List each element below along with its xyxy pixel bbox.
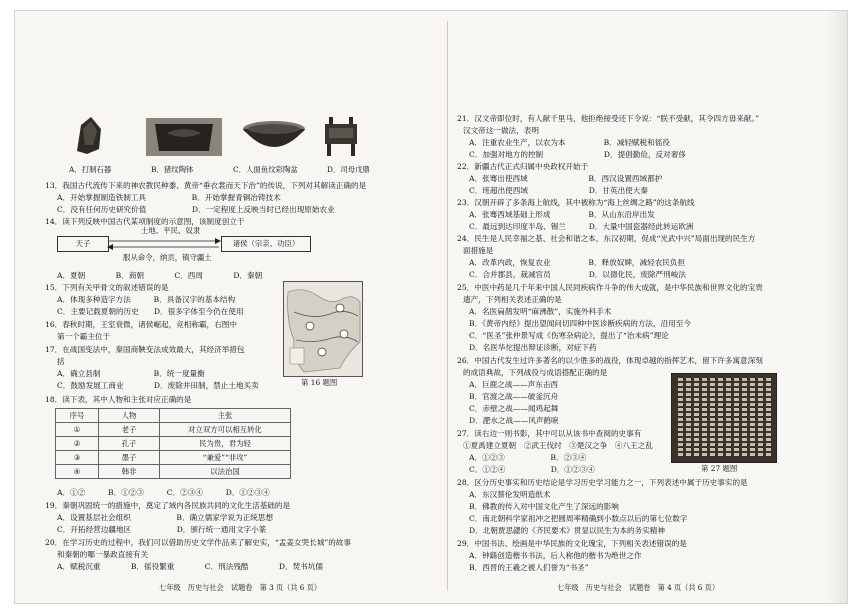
table-cell: 以法治国 [160, 465, 291, 479]
stone-tool-image [73, 115, 105, 155]
page-4-footer: 七年级 历史与社会 试题卷 第 4 页（共 6 页） [557, 583, 720, 592]
painted-basin-image [241, 119, 307, 155]
table-row [56, 465, 291, 479]
question-24-cont: 面措施是 [463, 246, 494, 255]
book-page-image [671, 373, 777, 463]
q26-option-a: A．巨鹿之战——声东击西 [469, 380, 559, 389]
q25-option-b: B．《黄帝内经》提出望闻问切四种中医诊断疾病的方法，沿用至今 [469, 319, 691, 328]
table-row [56, 437, 291, 451]
table-cell: ② [56, 437, 99, 451]
table-cell: 对立双方可以相互转化 [160, 423, 291, 437]
question-27-items: ①夏禹建立夏朝 ②武王伐纣 ③楚汉之争 ④八王之乱 [463, 441, 653, 450]
scan-caption: 第 27 题图 [701, 464, 738, 473]
question-25-cont: 遗产，下列相关表述正确的是 [463, 295, 562, 304]
table-cell: 孔子 [99, 437, 160, 451]
q22-options-ab: A．张骞出使西域 B．西汉设置西域都护 [469, 174, 663, 183]
question-21: 21．汉文帝即位时，有人献千里马，他拒绝接受还下令说：“朕不受献，其令四方毋来献。” [457, 114, 760, 123]
flow-box-zhuhou: 诸侯（宗亲、功臣） [221, 236, 311, 252]
q18-options: A．①② B．①②③ C．②③④ D．①②③④ [57, 488, 270, 497]
table-cell: 老子 [99, 423, 160, 437]
question-21-cont: 汉文帝这一做法，表明 [463, 126, 539, 135]
pottery-bowl-image [145, 115, 223, 157]
q17-options-ab: A．确立县制 B．统一度量衡 [57, 369, 205, 378]
q24-options-ab: A．改革内政，恢复农业 B．释放奴婢，减轻农民负担 [469, 258, 686, 267]
table-header: 主张 [160, 409, 291, 423]
question-25: 25．中医中药是几千年来中国人民同疾病作斗争的伟大成就，是中华民族和世界文化的宝贵 [457, 283, 763, 292]
thinker-table [55, 408, 291, 479]
q15-options-ab: A．体现多种造字方法 B．具备汉字的基本结构 [57, 295, 236, 304]
question-22: 22．新疆古代正式归属中央政权开始于 [457, 162, 589, 171]
q21-options-ab: A．注重农业生产，以农为本 B．减轻赋税和徭役 [469, 138, 670, 147]
flow-box-tianzi: 天子 [57, 236, 109, 252]
question-16-cont: 第一个霸主位于 [57, 332, 111, 341]
exam-sheet [14, 10, 848, 604]
question-15: 15．下列有关甲骨文的叙述错误的是 [45, 283, 169, 292]
q15-options-cd: C．主要记载夏朝的历史 D．很多字体至今仍在使用 [57, 307, 244, 316]
q25-option-c: C．“医圣”张仲景写成《伤寒杂病论》，提出了“治未病”理论 [469, 331, 669, 340]
q25-option-a: A．名医扁鹊发明“麻沸散”，实施外科手术 [469, 307, 612, 316]
page-divider [447, 21, 448, 591]
question-14: 14．读下列反映中国古代某项制度的示意图，该制度创立于 [45, 217, 245, 226]
question-26: 26．中国古代发生过许多著名的以少胜多的战役，体现卓越的指挥艺术，留下许多寓意深刻 [457, 356, 763, 365]
table-header: 序号 [56, 409, 99, 423]
question-19: 19．秦朝巩固统一的措施中，奠定了域内各民族共同的文化生活基础的是 [45, 501, 291, 510]
q29-option-a: A．钟繇创造楷书书法，后人称他的楷书为绝世之作 [469, 551, 642, 560]
q23-options-cd: C．最远到达印度半岛、锡兰 D．大量中国瓷器经此转运欧洲 [469, 222, 694, 231]
table-cell: “兼爱”“非攻” [160, 451, 291, 465]
table-cell: ① [56, 423, 99, 437]
flow-top-text: 土地、平民、奴隶 [141, 226, 201, 235]
question-13: 13．我国古代流传下来的神农教民种黍、黄帝“垂衣裳而天下治”的传说，下列对其解读正确的是 [45, 181, 367, 190]
bronze-ding-image [321, 115, 361, 157]
q14-options: A．夏朝 B．商朝 C．西周 D．秦朝 [57, 271, 263, 280]
q27-options-ab: A．①②③ B．②③④ [469, 453, 587, 462]
q21-options-cd: C．加强对地方的控制 D．提倡勤俭，反对奢侈 [469, 150, 686, 159]
q28-option-c: C．南北朝科学家祖冲之把圆周率精确到小数点以后的第七位数字 [469, 514, 688, 523]
q20-options: A．赋税沉重 B．徭役繁重 C．刑法残酷 D．焚书坑儒 [57, 562, 323, 571]
table-cell: 墨子 [99, 451, 160, 465]
q24-options-cd: C．合并郡县，裁减官员 D．以德化民，废除严刑峻法 [469, 270, 686, 279]
q13-options-cd: C．没有任何历史研究价值 D．一定程度上反映当时已经出现原始农业 [57, 205, 335, 214]
table-header: 人物 [99, 409, 160, 423]
question-24: 24．民生是人民幸福之基、社会和谐之本，东汉初期，促成“光武中兴”局面出现的民生方 [457, 234, 756, 243]
q26-option-d: D．淝水之战——风声鹤唳 [469, 416, 559, 425]
q28-option-b: B．佛教的传入对中国文化产生了深远的影响 [469, 502, 619, 511]
question-17-cont: 括 [57, 357, 65, 366]
question-26-cont: 的成语典故，下列战役与成语搭配正确的是 [463, 368, 608, 377]
artifact-label-b: B．猪纹陶钵 [151, 165, 194, 174]
map-caption: 第 16 题图 [301, 378, 338, 387]
question-23: 23．汉朝开辟了多条海上航线，其中被称为“海上丝绸之路”的这条航线 [457, 198, 695, 207]
page-3-footer: 七年级 历史与社会 试题卷 第 3 页（共 6 页） [159, 583, 322, 592]
table-header-row [56, 409, 291, 423]
q13-options-ab: A．开始掌握制造铁制工具 B．开始掌握青铜冶铸技术 [57, 193, 281, 202]
table-row [56, 451, 291, 465]
question-20-cont: 和秦朝的哪一暴政直接有关 [57, 550, 149, 559]
q28-option-d: D．北朝贾思勰的《齐民要术》贯显以民生为本的务实精神 [469, 526, 665, 535]
artifact-label-d: D．司母戊鼎 [327, 165, 370, 174]
page-3 [45, 11, 441, 603]
q26-option-c: C．赤壁之战——闻鸡起舞 [469, 404, 559, 413]
page-4 [457, 11, 829, 603]
table-cell: 民为贵，君为轻 [160, 437, 291, 451]
q19-options-cd: C．开拓经营边疆地区 D．颁行统一通用文字小篆 [57, 525, 267, 534]
q22-options-cd: C．班超出使西域 D．甘英出使大秦 [469, 186, 648, 195]
q26-option-b: B．官渡之战——破釜沉舟 [469, 392, 559, 401]
flow-bottom-text: 服从命令，纳贡，镇守疆土 [123, 253, 212, 262]
q17-options-cd: C．鼓励发展工商业 D．废除井田制，禁止土地买卖 [57, 381, 259, 390]
flow-arrows [107, 236, 221, 252]
spring-autumn-map [283, 281, 363, 377]
table-row [56, 423, 291, 437]
q28-option-a: A．东汉蔡伦发明造纸术 [469, 490, 551, 499]
q25-option-d: D．名医华佗提出辩证诊断，对症下药 [469, 343, 597, 352]
question-17: 17．在战国变法中，秦国商鞅变法成效最大，其经济举措包 [45, 345, 245, 354]
table-cell: ③ [56, 451, 99, 465]
question-16: 16．春秋时期，王室衰微，诸侯崛起，竞相称霸，右图中 [45, 320, 237, 329]
table-cell: 韩非 [99, 465, 160, 479]
question-20: 20．在学习历史的过程中，我们可以借助历史文学作品来了解史实，“孟姜女哭长城”的故事 [45, 538, 351, 547]
q29-option-b: B．西晋的王羲之被人们誉为“书圣” [469, 563, 589, 572]
question-28: 28．区分历史事实和历史结论是学习历史学习能力之一，下列表述中属于历史事实的是 [457, 478, 748, 487]
question-27: 27．读右边一则书影，其中可以从该书中查阅的史事有 [457, 429, 642, 438]
q23-options-ab: A．张骞西域基础上形成 B．从山东沿岸出发 [469, 210, 655, 219]
question-29: 29．中国书法、绘画是中华民族的文化瑰宝，下列相关表述错误的是 [457, 539, 687, 548]
scan-edge [827, 11, 847, 603]
table-cell: ④ [56, 465, 99, 479]
question-18: 18．读下表，其中人物和主张对应正确的是 [45, 395, 192, 404]
q19-options-ab: A．设置基层社会组织 B．确立儒家学说为正统思想 [57, 513, 274, 522]
artifact-label-a: A．打制石器 [69, 165, 112, 174]
q27-options-cd: C．①②④ D．①②③④ [469, 465, 595, 474]
artifact-label-c: C．人面鱼纹彩陶盆 [233, 165, 298, 174]
